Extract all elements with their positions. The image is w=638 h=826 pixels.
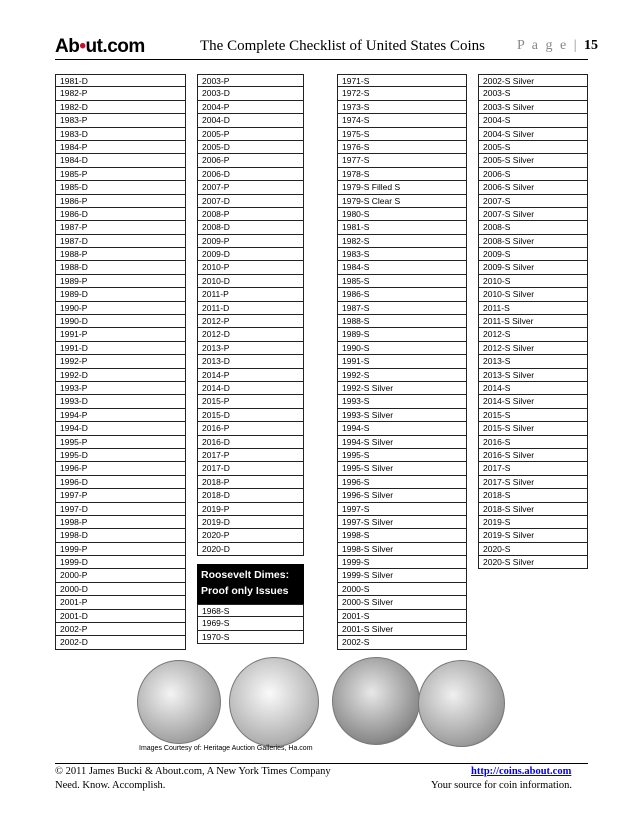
checklist-entry: 2013-S Silver xyxy=(478,369,588,382)
checklist-entry: 1969-S xyxy=(197,617,304,630)
checklist-entry: 2019-D xyxy=(197,516,304,529)
checklist-entry: 1981-D xyxy=(55,74,186,87)
checklist-entry: 2012-S Silver xyxy=(478,342,588,355)
checklist-entry: 1995-D xyxy=(55,449,186,462)
checklist-entry: 1988-D xyxy=(55,261,186,274)
checklist-entry: 2020-D xyxy=(197,543,304,556)
footer-copyright: © 2011 James Bucki & About.com, A New York Times Company xyxy=(55,766,331,777)
image-credit: Images Courtesy of: Heritage Auction Galleries, Ha.com xyxy=(139,745,313,752)
page-number-value: 15 xyxy=(584,38,598,53)
checklist-entry: 2002-S Silver xyxy=(478,74,588,87)
checklist-entry: 1979-S Filled S xyxy=(337,181,467,194)
checklist-entry: 2007-D xyxy=(197,195,304,208)
checklist-entry: 1993-D xyxy=(55,395,186,408)
checklist-entry: 2016-P xyxy=(197,422,304,435)
checklist-entry: 1987-P xyxy=(55,221,186,234)
checklist-entry: 2013-S xyxy=(478,355,588,368)
checklist-entry: 1999-P xyxy=(55,543,186,556)
checklist-entry: 1992-S xyxy=(337,369,467,382)
checklist-entry: 2016-S xyxy=(478,436,588,449)
logo-text-b: ut.com xyxy=(85,36,145,57)
checklist-entry: 1984-S xyxy=(337,261,467,274)
checklist-entry: 2005-D xyxy=(197,141,304,154)
checklist-entry: 1987-D xyxy=(55,235,186,248)
checklist-entry: 1998-D xyxy=(55,529,186,542)
checklist-column-1 xyxy=(55,74,186,650)
checklist-entry: 2004-P xyxy=(197,101,304,114)
checklist-entry: 2017-P xyxy=(197,449,304,462)
checklist-entry: 2001-S Silver xyxy=(337,623,467,636)
mercury-dime-obverse-image xyxy=(137,660,221,744)
checklist-entry: 2008-P xyxy=(197,208,304,221)
checklist-entry: 1985-S xyxy=(337,275,467,288)
checklist-entry: 1984-P xyxy=(55,141,186,154)
checklist-entry: 1984-D xyxy=(55,154,186,167)
checklist-entry: 1995-P xyxy=(55,436,186,449)
checklist-entry: 1987-S xyxy=(337,302,467,315)
checklist-entry: 1996-P xyxy=(55,462,186,475)
checklist-entry: 1983-P xyxy=(55,114,186,127)
checklist-entry: 1994-S xyxy=(337,422,467,435)
checklist-entry: 2018-D xyxy=(197,489,304,502)
checklist-entry: 2019-S Silver xyxy=(478,529,588,542)
checklist-entry: 1985-P xyxy=(55,168,186,181)
checklist-entry: 2018-P xyxy=(197,476,304,489)
footer-link[interactable]: http://coins.about.com xyxy=(471,766,572,777)
checklist-entry: 2008-D xyxy=(197,221,304,234)
checklist-entry: 1997-S Silver xyxy=(337,516,467,529)
checklist-column-2 xyxy=(197,74,304,644)
checklist-entry: 2008-S Silver xyxy=(478,235,588,248)
checklist-entry: 2014-P xyxy=(197,369,304,382)
checklist-entry: 1989-D xyxy=(55,288,186,301)
checklist-entry: 2005-S Silver xyxy=(478,154,588,167)
checklist-entry: 2019-P xyxy=(197,503,304,516)
checklist-entry: 2009-D xyxy=(197,248,304,261)
about-logo[interactable] xyxy=(55,36,145,58)
checklist-entry: 2010-S Silver xyxy=(478,288,588,301)
checklist-entry: 1982-D xyxy=(55,101,186,114)
checklist-entry: 2008-S xyxy=(478,221,588,234)
roosevelt-dime-obverse-image xyxy=(418,660,505,747)
checklist-entry: 1989-S xyxy=(337,328,467,341)
checklist-entry: 2001-S xyxy=(337,610,467,623)
checklist-entry: 1991-D xyxy=(55,342,186,355)
checklist-entry: 2020-S Silver xyxy=(478,556,588,569)
checklist-entry: 1982-P xyxy=(55,87,186,100)
checklist-entry: 2005-P xyxy=(197,128,304,141)
checklist-entry: 2015-P xyxy=(197,395,304,408)
page-label: P a g e | xyxy=(517,38,579,53)
checklist-entry: 1997-D xyxy=(55,503,186,516)
page-number xyxy=(517,38,598,54)
checklist-entry: 1998-S xyxy=(337,529,467,542)
checklist-entry: 2018-S Silver xyxy=(478,503,588,516)
header-rule xyxy=(55,59,588,60)
checklist-entry: 1983-D xyxy=(55,128,186,141)
checklist-entry: 2002-D xyxy=(55,636,186,649)
footer-source-text: Your source for coin information. xyxy=(431,780,572,791)
checklist-entry: 1990-P xyxy=(55,302,186,315)
logo-text-a: Ab xyxy=(55,36,80,57)
checklist-entry: 2010-D xyxy=(197,275,304,288)
checklist-entry: 1970-S xyxy=(197,631,304,644)
checklist-entry: 2003-S Silver xyxy=(478,101,588,114)
checklist-entry: 1972-S xyxy=(337,87,467,100)
logo-dot: • xyxy=(79,36,86,57)
checklist-entry: 1988-P xyxy=(55,248,186,261)
checklist-entry: 2020-P xyxy=(197,529,304,542)
checklist-entry: 1986-S xyxy=(337,288,467,301)
checklist-column-3 xyxy=(337,74,467,650)
checklist-entry: 2002-P xyxy=(55,623,186,636)
checklist-entry: 2004-D xyxy=(197,114,304,127)
checklist-entry: 2015-D xyxy=(197,409,304,422)
checklist-entry: 1990-S xyxy=(337,342,467,355)
checklist-entry: 2004-S Silver xyxy=(478,128,588,141)
checklist-entry: 2015-S Silver xyxy=(478,422,588,435)
checklist-entry: 2000-D xyxy=(55,583,186,596)
checklist-entry: 2003-P xyxy=(197,74,304,87)
checklist-entry: 1993-S Silver xyxy=(337,409,467,422)
checklist-entry: 1986-P xyxy=(55,195,186,208)
checklist-entry: 2014-S Silver xyxy=(478,395,588,408)
checklist-entry: 2000-P xyxy=(55,569,186,582)
proof-section-title: Roosevelt Dimes: Proof only Issues xyxy=(197,564,304,604)
checklist-entry: 2005-S xyxy=(478,141,588,154)
checklist-entry: 2006-P xyxy=(197,154,304,167)
checklist-entry: 2010-S xyxy=(478,275,588,288)
checklist-entry: 1975-S xyxy=(337,128,467,141)
checklist-entry: 1997-S xyxy=(337,503,467,516)
checklist-entry: 2015-S xyxy=(478,409,588,422)
checklist-entry: 2007-S xyxy=(478,195,588,208)
checklist-entry: 1999-S xyxy=(337,556,467,569)
checklist-entry: 1992-S Silver xyxy=(337,382,467,395)
roosevelt-dime-reverse-image xyxy=(332,657,420,745)
checklist-entry: 1994-P xyxy=(55,409,186,422)
checklist-entry: 2019-S xyxy=(478,516,588,529)
checklist-entry: 2004-S xyxy=(478,114,588,127)
checklist-entry: 2001-D xyxy=(55,610,186,623)
checklist-entry: 1988-S xyxy=(337,315,467,328)
checklist-entry: 1996-D xyxy=(55,476,186,489)
checklist-entry: 1974-S xyxy=(337,114,467,127)
checklist-entry: 2011-S xyxy=(478,302,588,315)
checklist-entry: 2003-S xyxy=(478,87,588,100)
checklist-entry: 2006-S xyxy=(478,168,588,181)
checklist-entry: 2012-D xyxy=(197,328,304,341)
footer-tagline: Need. Know. Accomplish. xyxy=(55,780,166,791)
checklist-entry: 1976-S xyxy=(337,141,467,154)
checklist-entry: 2002-S xyxy=(337,636,467,649)
checklist-entry: 2020-S xyxy=(478,543,588,556)
checklist-entry: 1996-S Silver xyxy=(337,489,467,502)
checklist-entry: 2003-D xyxy=(197,87,304,100)
checklist-entry: 1999-S Silver xyxy=(337,569,467,582)
checklist-column-4 xyxy=(478,74,588,569)
checklist-entry: 1985-D xyxy=(55,181,186,194)
checklist-entry: 1995-S Silver xyxy=(337,462,467,475)
checklist-entry: 1982-S xyxy=(337,235,467,248)
checklist-entry: 1992-P xyxy=(55,355,186,368)
checklist-entry: 1980-S xyxy=(337,208,467,221)
checklist-entry: 2009-P xyxy=(197,235,304,248)
checklist-entry: 2014-D xyxy=(197,382,304,395)
checklist-entry: 1996-S xyxy=(337,476,467,489)
checklist-entry: 2018-S xyxy=(478,489,588,502)
checklist-entry: 1994-S Silver xyxy=(337,436,467,449)
checklist-entry: 2012-S xyxy=(478,328,588,341)
checklist-entry: 1989-P xyxy=(55,275,186,288)
checklist-entry: 2012-P xyxy=(197,315,304,328)
footer-rule xyxy=(55,763,588,764)
checklist-entry: 1991-S xyxy=(337,355,467,368)
document-title: The Complete Checklist of United States Coins xyxy=(200,38,485,54)
checklist-entry: 1998-P xyxy=(55,516,186,529)
checklist-entry: 2014-S xyxy=(478,382,588,395)
checklist-entry: 2013-P xyxy=(197,342,304,355)
checklist-entry: 1977-S xyxy=(337,154,467,167)
checklist-entry: 1981-S xyxy=(337,221,467,234)
checklist-entry: 1992-D xyxy=(55,369,186,382)
checklist-entry: 2007-P xyxy=(197,181,304,194)
checklist-entry: 1973-S xyxy=(337,101,467,114)
checklist-entry: 1998-S Silver xyxy=(337,543,467,556)
checklist-entry: 2017-D xyxy=(197,462,304,475)
checklist-entry: 2011-S Silver xyxy=(478,315,588,328)
checklist-entry: 2011-P xyxy=(197,288,304,301)
checklist-entry: 1993-P xyxy=(55,382,186,395)
checklist-entry: 2010-P xyxy=(197,261,304,274)
checklist-entry: 1991-P xyxy=(55,328,186,341)
checklist-entry: 2000-S xyxy=(337,583,467,596)
checklist-entry: 1983-S xyxy=(337,248,467,261)
checklist-entry: 1997-P xyxy=(55,489,186,502)
checklist-entry: 2016-D xyxy=(197,436,304,449)
checklist-entry: 2017-S xyxy=(478,462,588,475)
checklist-entry: 2009-S xyxy=(478,248,588,261)
checklist-entry: 2006-S Silver xyxy=(478,181,588,194)
checklist-entry: 2009-S Silver xyxy=(478,261,588,274)
mercury-dime-reverse-image xyxy=(229,657,319,747)
checklist-entry: 1990-D xyxy=(55,315,186,328)
checklist-entry: 1978-S xyxy=(337,168,467,181)
checklist-entry: 1994-D xyxy=(55,422,186,435)
checklist-entry: 1971-S xyxy=(337,74,467,87)
checklist-entry: 2000-S Silver xyxy=(337,596,467,609)
checklist-entry: 2013-D xyxy=(197,355,304,368)
checklist-entry: 1979-S Clear S xyxy=(337,195,467,208)
checklist-entry: 1986-D xyxy=(55,208,186,221)
checklist-entry: 2017-S Silver xyxy=(478,476,588,489)
checklist-entry: 2011-D xyxy=(197,302,304,315)
checklist-entry: 2007-S Silver xyxy=(478,208,588,221)
checklist-entry: 1993-S xyxy=(337,395,467,408)
checklist-entry: 2001-P xyxy=(55,596,186,609)
checklist-entry: 1999-D xyxy=(55,556,186,569)
checklist-entry: 2016-S Silver xyxy=(478,449,588,462)
checklist-entry: 1968-S xyxy=(197,604,304,617)
checklist-entry: 2006-D xyxy=(197,168,304,181)
checklist-entry: 1995-S xyxy=(337,449,467,462)
